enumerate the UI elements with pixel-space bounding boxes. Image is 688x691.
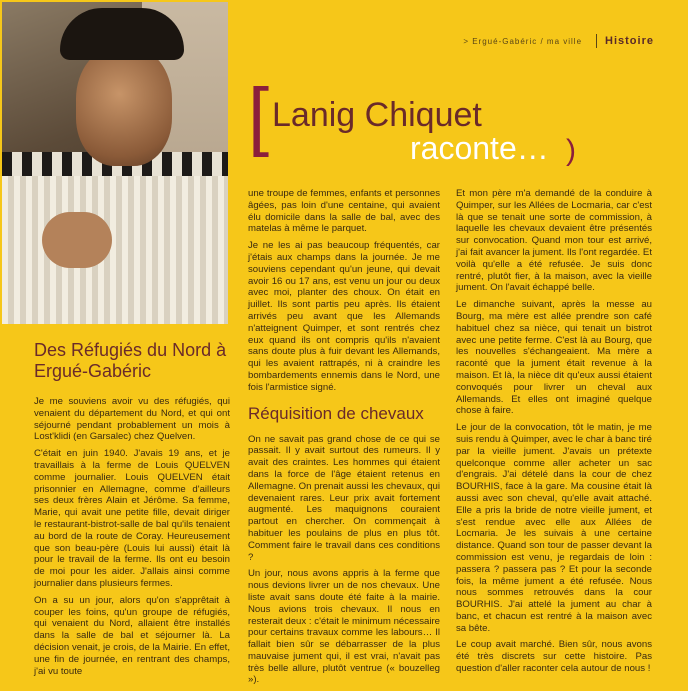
header-divider	[596, 34, 597, 48]
paragraph: On ne savait pas grand chose de ce qui se passait. Il y avait surtout des rumeurs. Il y avait des craintes. Les hommes qui étaient dans la force de l'âge étaient retenus en Allemagne. On prenait aussi les chevaux, qui devenaient rares. Leur prix avait fortement augmenté. Les maquignons couraient partout en chercher. On commençait à habituer les poulains de plus en plus tôt. Comment faire le travail dans ces conditions ?	[248, 433, 440, 563]
text-column-3	[456, 188, 652, 680]
page-header	[400, 34, 654, 48]
section-heading-horses: Réquisition de chevaux	[248, 403, 424, 423]
paragraph: On a su un jour, alors qu'on s'apprêtait à couper les foins, qu'un groupe de réfugiés, qui venaient du Nord, allaient être installés dans la salle de bal et séjourner là. La décision venait, je crois, de la Mairie. En effet, une fin de journée, en rentrant des champs, j'ai vu toute	[34, 594, 230, 677]
paragraph: une troupe de femmes, enfants et personnes âgées, pas loin d'une centaine, qui avaient élu domicile dans la salle de bal, avec des matelas à même le parquet.	[248, 188, 440, 235]
paragraph: C'était en juin 1940. J'avais 19 ans, et je travaillais à la ferme de Louis QUELVEN comme journalier. Louis QUELVEN était prisonnier en Allemagne, comme d'ailleurs ses deux frères Alain et Jérôme. Sa femme, Marie, qui avait une petite fille, devait diriger le restaurant-bistrot-salle de bal qu'ils tenaient au bord de la route de Coray. Heureusement que son beau-père (Louis lui aussi) était là pour le travail de la ferme. Ils ont eu besoin de moi pour les aider. J'allais ainsi comme journalier dans plusieurs fermes.	[34, 448, 230, 589]
article-title	[248, 73, 628, 168]
section-heading-refugees: Des Réfugiés du Nord à Ergué-Gabéric	[34, 340, 227, 381]
portrait-photo	[2, 2, 228, 324]
section-label: Histoire	[605, 35, 654, 47]
text-column-1	[34, 396, 230, 682]
paragraph: Le jour de la convocation, tôt le matin, je me suis rendu à Quimper, avec le char à banc tiré par la vieille jument. J'avais un prétexte quelconque comme aller acheter un sac d'engrais. J'ai dételé dans la cour de chez BOURHIS, face à la gare. Ma cousine était là aussi avec son cheval, qu'elle avait attaché. Elle a pris la bride de notre vieille jument, et s'est rendue avec elle aux Allées de Locmaria. Je les suivais à une certaine distance. Quand son tour de passer devant la commission est venu, je regardais de loin : passera ? passera pas ? Et pour la seconde fois, la même jument a été refusée. Nous nous sommes retrouvés dans la cour BOURHIS. J'ai attelé la jument au char à banc, et chacun est rentré à la maison avec sa bête.	[456, 422, 652, 634]
paragraph: Je ne les ai pas beaucoup fréquentés, car j'étais aux champs dans la journée. Je me souviens cependant qu'un jeune, qui devait avoir 16 ou 17 ans, est venu un jour ou deux avec moi, planter des choux. On était en juillet. Ils sont partis peu après. Ils étaient arrivés peu avant que les Allemands n'atteignent Quimper, et sont rentrés chez eux quand ils ont compris qu'ils n'avaient sans doute plus à fuir devant les Allemands, qui les avaient rattrapés, ni à craindre les bombardements ennemis dans le Nord, une fois l'armistice signé.	[248, 240, 440, 393]
text-column-2	[248, 188, 440, 691]
title-line-2: raconte…	[410, 130, 549, 166]
title-bracket-close: )	[566, 134, 576, 167]
breadcrumb: > Ergué-Gabéric / ma ville	[463, 36, 583, 46]
title-line-1: Lanig Chiquet	[272, 96, 482, 134]
paragraph: Un jour, nous avons appris à la ferme que nous devions livrer un de nos chevaux. Une liste avait sans doute été faite à la mairie. Nous avions trois chevaux. Il nous en resterait deux : c'était le minimum nécessaire pour certains travaux comme les labours… Il fallait bien sûr se débarrasser de la plus mauvaise jument qui, il est vrai, n'avait pas très belle allure, plutôt ventrue (« bouzelleg »).	[248, 568, 440, 686]
paragraph: Et mon père m'a demandé de la conduire à Quimper, sur les Allées de Locmaria, car c'est là que se tenait une sorte de commission, à laquelle les chevaux devaient être présentés sur convocation. Quand mon tour est arrivé, j'ai fait avancer la jument. Ils l'ont regardée. Et voilà qu'elle a été refusée. Je suis donc rentré, plutôt fier, à la maison, avec la vieille jument. On l'avait échappé belle.	[456, 188, 652, 294]
title-bracket-open: [	[248, 73, 270, 158]
paragraph: Le dimanche suivant, après la messe au Bourg, ma mère est allée prendre son café habituel chez sa nièce, qui tenait un bistrot avec une petite ferme. C'est là au Bourg, que les nouvelles s'échangeaient. Ma mère a raconté que la jument était revenue à la maison. Et là, la nièce dit qu'eux aussi étaient convoqués pour livrer un cheval aux Allemands. Et elles ont imaginé quelque chose à faire.	[456, 299, 652, 417]
paragraph: Je me souviens avoir vu des réfugiés, qui venaient du département du Nord, et qui ont séjourné pendant probablement un mois à Lost'klidi (en Garsalec) chez Quelven.	[34, 396, 230, 443]
paragraph: Le coup avait marché. Bien sûr, nous avons été très discrets sur cette histoire. Pas question d'aller raconter cela autour de nous !	[456, 639, 652, 675]
